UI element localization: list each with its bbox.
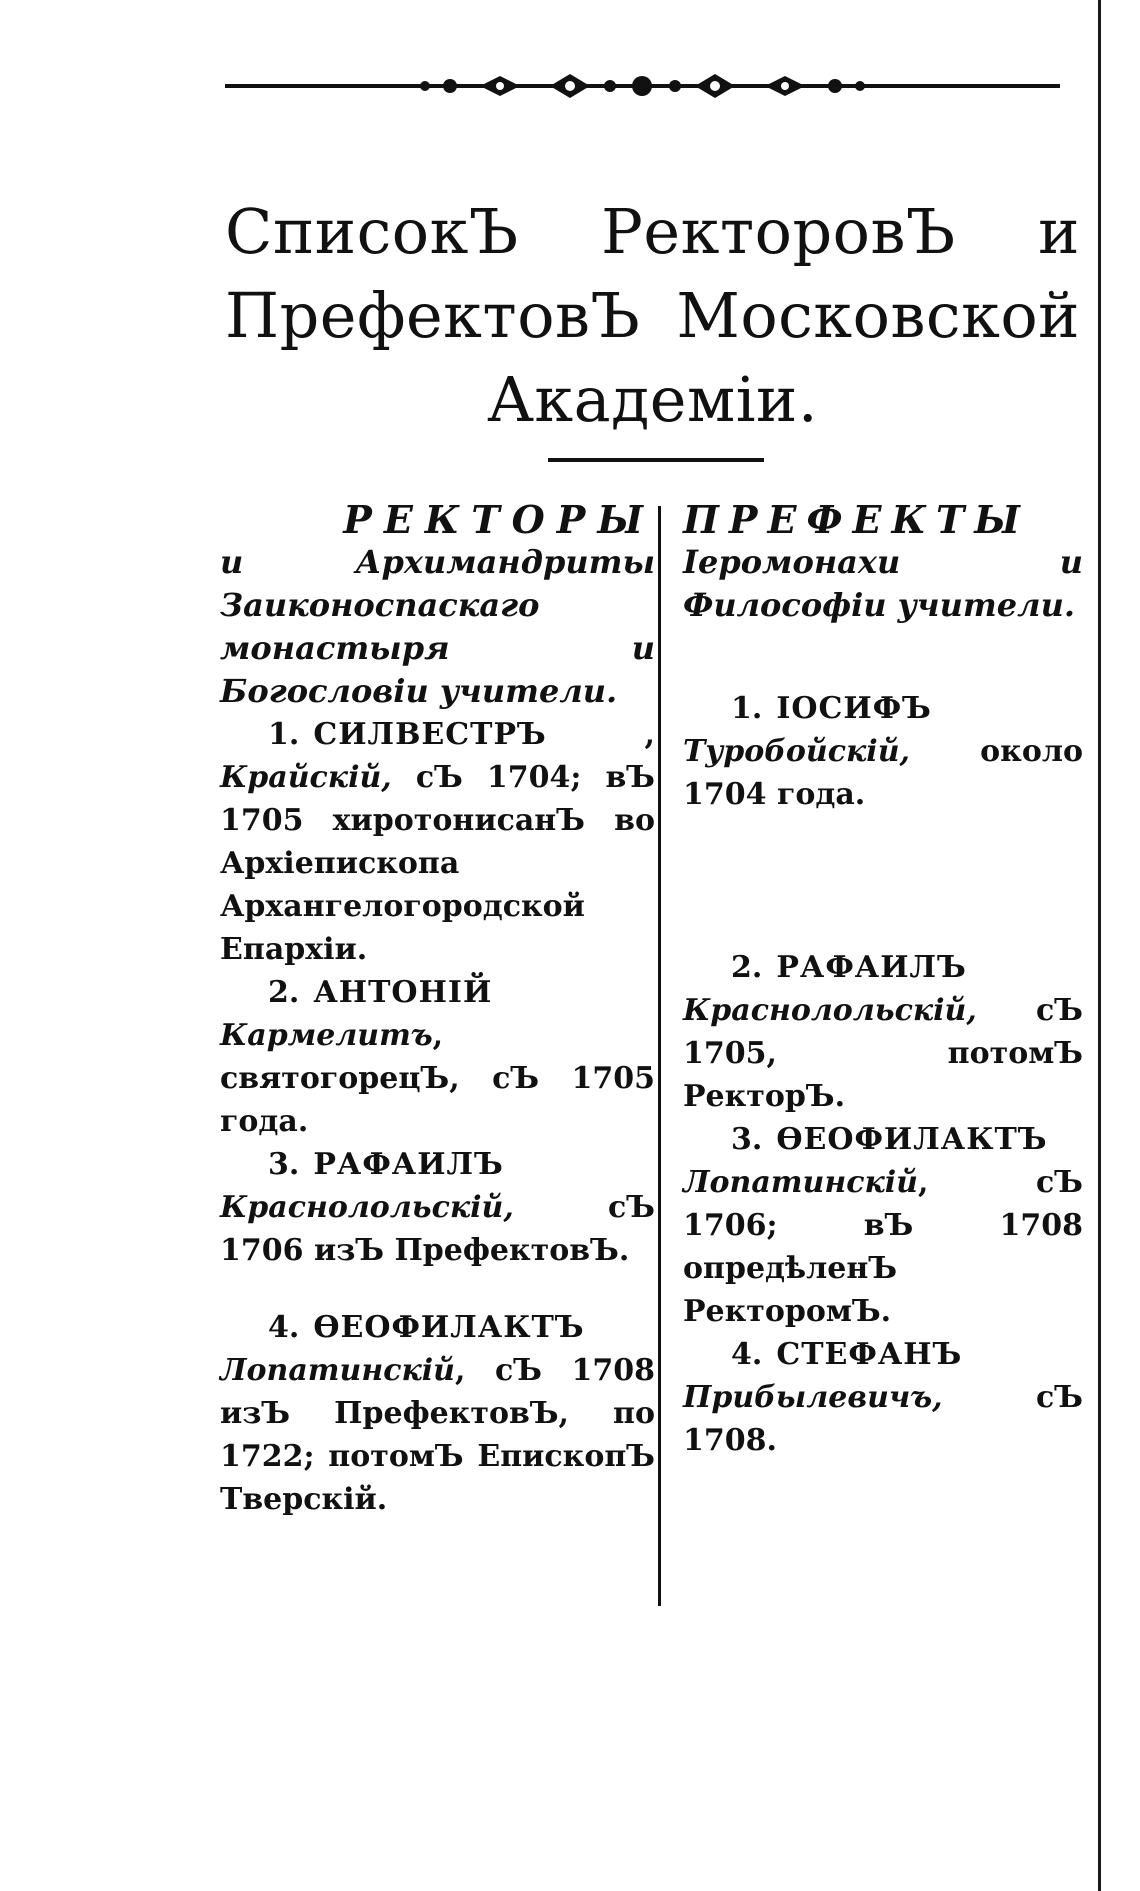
- entry-text: , сЪ 1708 изЪ ПрефектовЪ, по 1722; потомЪ ЕпископЪ Тверскій.: [220, 1353, 655, 1517]
- entry-surname: Лопатинскій: [683, 1165, 918, 1200]
- entry-surname: Прибылевичъ,: [683, 1380, 943, 1415]
- entry-text: , сЪ 1706; вЪ 1708 опредѣленЪ РекторомЪ.: [683, 1165, 1083, 1329]
- entry-number: 2.: [268, 975, 300, 1010]
- rector-entry-4: [220, 1306, 655, 1521]
- ornament-rule: [225, 72, 1060, 100]
- entry-surname: Кармелитъ: [220, 1018, 433, 1053]
- rector-entry-3: [220, 1143, 655, 1272]
- entry-number: 4.: [731, 1337, 763, 1372]
- entry-number: 2.: [731, 950, 763, 985]
- entry-text: сЪ 1704; вЪ 1705 хиротонисанЪ во Архіепископа Архангелогородской Епархіи.: [220, 760, 655, 967]
- page-title: СписокЪ РекторовЪ и ПрефектовЪ Московской Академіи.: [225, 195, 1080, 436]
- entry-number: 3.: [731, 1122, 763, 1157]
- prefect-entry-1: [683, 687, 1083, 816]
- rectors-column: [220, 498, 655, 1521]
- entry-name: ѲЕОФИЛАКТЪ: [313, 1310, 585, 1345]
- entry-text: около 1704 года.: [683, 734, 1083, 812]
- rectors-subheading: и Архимандриты Заиконоспаскаго монастыря и Богословіи учители.: [220, 543, 655, 710]
- entry-number: 4.: [268, 1310, 300, 1345]
- prefects-heading: ПРЕФЕКТЫ: [683, 497, 1030, 542]
- entry-name: ІОСИФЪ: [776, 691, 932, 726]
- entry-surname: Краснолольскій,: [683, 993, 977, 1028]
- entry-surname: Крайскій,: [220, 760, 392, 795]
- entry-surname: Лопатинскій: [220, 1353, 455, 1388]
- entry-name: ѲЕОФИЛАКТЪ: [776, 1122, 1048, 1157]
- prefect-entry-3: [683, 1118, 1083, 1333]
- entry-name: РАФАИЛЪ: [776, 950, 967, 985]
- title-rule: [548, 458, 764, 462]
- entry-name: АНТОНІЙ: [313, 975, 493, 1010]
- entry-surname: Туробойскій,: [683, 734, 910, 769]
- entry-name: РАФАИЛЪ: [313, 1147, 504, 1182]
- rector-entry-1: 1. СИЛВЕСТРЪ , Крайскій, сЪ 1704; вЪ 1705 хиротонисанЪ во Архіепископа Архангелогородской Епархіи.: [220, 713, 655, 971]
- column-divider: [658, 506, 661, 1606]
- entry-text: , святогорецЪ, сЪ 1705 года.: [220, 1018, 655, 1139]
- page-edge: [1098, 0, 1101, 1891]
- entry-number: 3.: [268, 1147, 300, 1182]
- prefects-column: [683, 498, 1083, 1462]
- rectors-heading: РЕКТОРЫ: [343, 497, 655, 542]
- entry-number: 1.: [268, 717, 300, 752]
- entry-text: сЪ 1705, потомЪ РекторЪ.: [683, 993, 1083, 1114]
- entry-name: СИЛВЕСТРЪ: [313, 717, 547, 752]
- rector-entry-2: [220, 971, 655, 1143]
- entry-text: сЪ 1706 изЪ ПрефектовЪ.: [220, 1190, 655, 1268]
- entry-name: СТЕФАНЪ: [776, 1337, 963, 1372]
- entry-number: 1.: [731, 691, 763, 726]
- entry-text: сЪ 1708.: [683, 1380, 1083, 1458]
- prefect-entry-2: [683, 946, 1083, 1118]
- prefects-subheading: Іеромонахи и Философіи учители.: [683, 543, 1083, 624]
- prefect-entry-4: [683, 1333, 1083, 1462]
- entry-surname: Краснолольскій,: [220, 1190, 514, 1225]
